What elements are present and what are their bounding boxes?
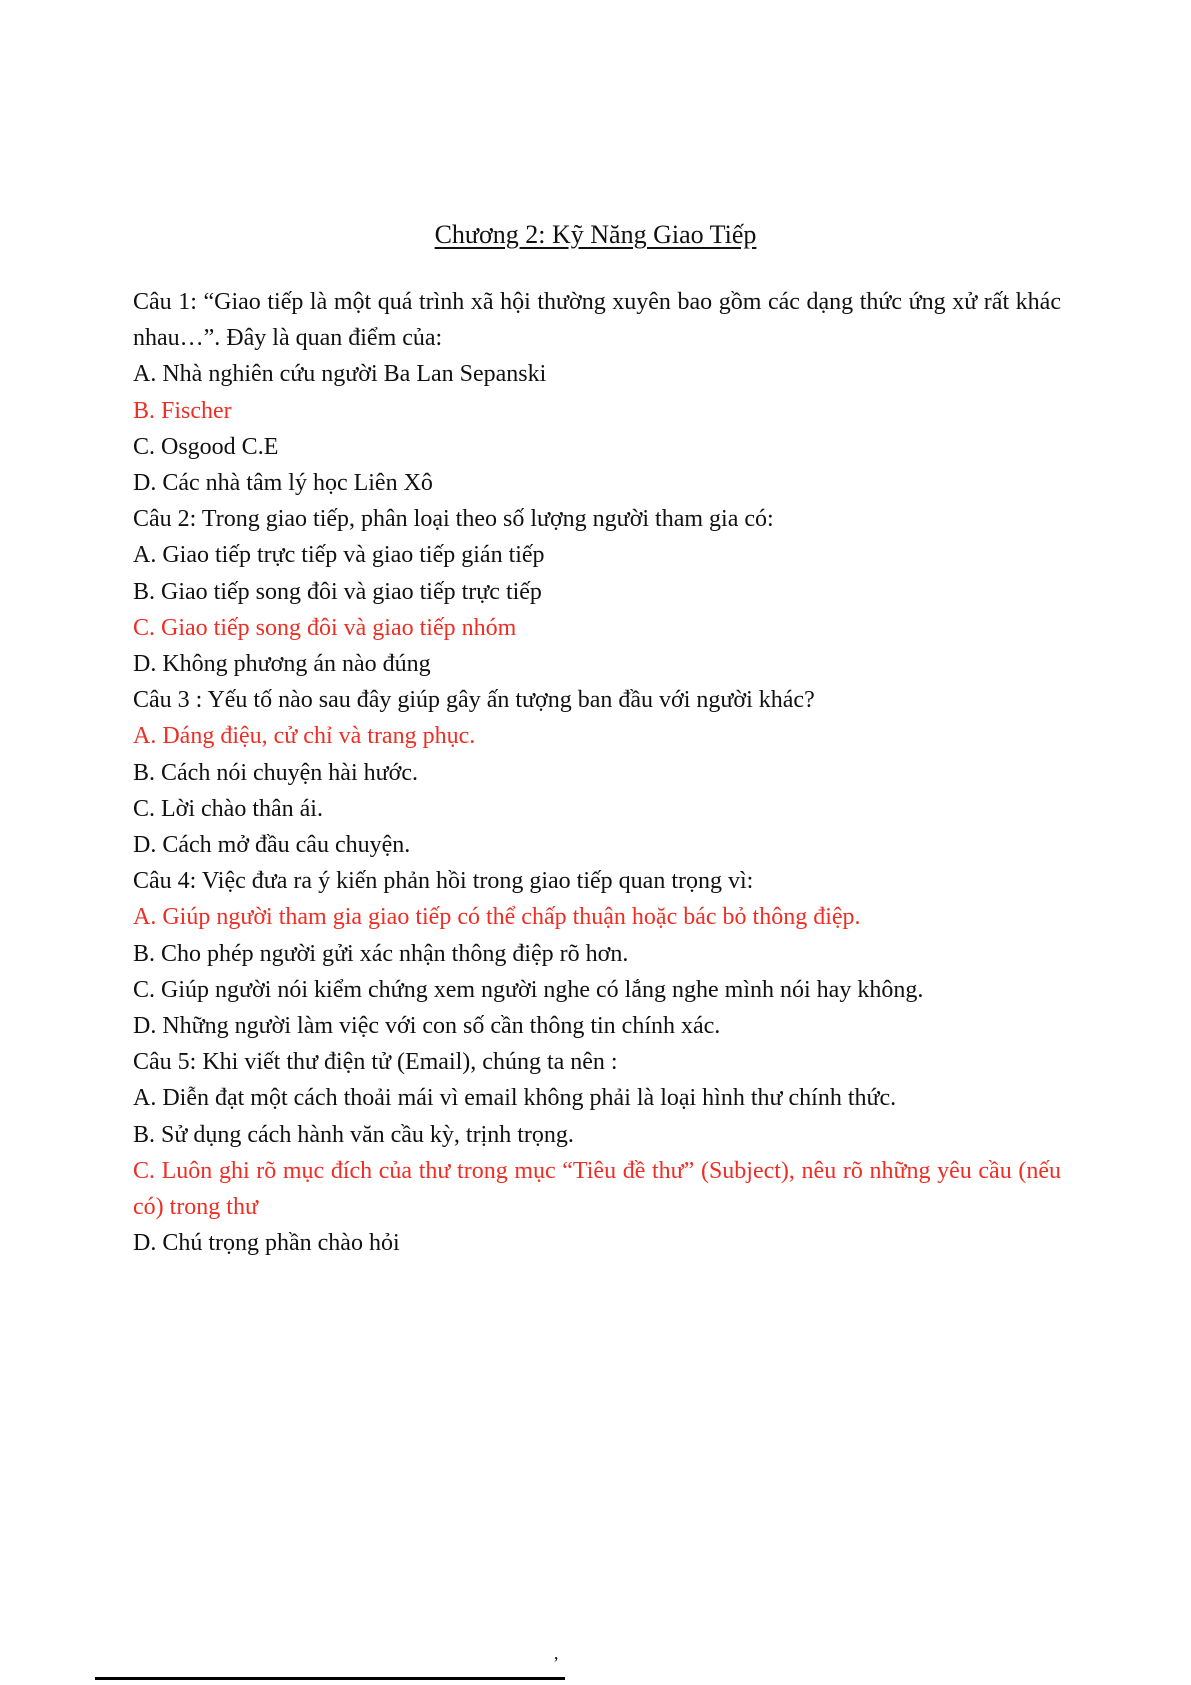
question-prompt: Câu 2: Trong giao tiếp, phân loại theo số lượng người tham gia có: <box>133 506 774 533</box>
answer-option: A. Giúp người tham gia giao tiếp có thể chấp thuận hoặc bác bỏ thông điệp. <box>133 904 861 931</box>
answer-option: C. Luôn ghi rõ mục đích của thư trong mục “Tiêu đề thư” (Subject), nêu rõ những yêu cầu (nếu có) trong thư <box>133 1157 1061 1221</box>
answer-option: B. Cách nói chuyện hài hước. <box>133 759 418 786</box>
answer-option: A. Nhà nghiên cứu người Ba Lan Sepanski <box>133 361 547 388</box>
question-prompt: Câu 1: “Giao tiếp là một quá trình xã hội thường xuyên bao gồm các dạng thức ứng xử rất khác nhau…”. Đây là quan điểm của: <box>133 289 1061 352</box>
answer-option: C. Giúp người nói kiểm chứng xem người nghe có lắng nghe mình nói hay không. <box>133 976 924 1003</box>
answer-option: C. Giao tiếp song đôi và giao tiếp nhóm <box>133 614 517 641</box>
answer-option: B. Sử dụng cách hành văn cầu kỳ, trịnh trọng. <box>133 1121 574 1148</box>
footnote-divider-line <box>95 1677 565 1680</box>
answer-option: C. Osgood C.E <box>133 433 279 460</box>
footnote-mark: ’ <box>553 1653 559 1673</box>
answer-option: A. Diễn đạt một cách thoải mái vì email không phải là loại hình thư chính thức. <box>133 1085 897 1112</box>
answer-option: C. Lời chào thân ái. <box>133 795 323 822</box>
answer-option: B. Giao tiếp song đôi và giao tiếp trực tiếp <box>133 578 542 605</box>
answer-option: D. Những người làm việc với con số cần thông tin chính xác. <box>133 1013 721 1040</box>
answer-option: A. Giao tiếp trực tiếp và giao tiếp gián tiếp <box>133 542 545 569</box>
question-prompt: Câu 5: Khi viết thư điện tử (Email), chúng ta nên : <box>133 1049 618 1076</box>
answer-option: D. Các nhà tâm lý học Liên Xô <box>133 470 433 497</box>
answer-option: B. Fischer <box>133 397 232 424</box>
answer-option: B. Cho phép người gửi xác nhận thông điệp rõ hơn. <box>133 940 629 967</box>
page-title: Chương 2: Kỹ Năng Giao Tiếp <box>434 220 757 249</box>
question-prompt: Câu 3 : Yếu tố nào sau đây giúp gây ấn tượng ban đầu với người khác? <box>133 687 815 714</box>
quiz-content <box>0 254 1191 1261</box>
question-prompt: Câu 4: Việc đưa ra ý kiến phản hồi trong giao tiếp quan trọng vì: <box>133 868 754 895</box>
answer-option: D. Cách mở đầu câu chuyện. <box>133 832 411 859</box>
answer-option: D. Chú trọng phần chào hỏi <box>133 1230 400 1257</box>
answer-option: A. Dáng điệu, cử chỉ và trang phục. <box>133 723 476 750</box>
answer-option: D. Không phương án nào đúng <box>133 651 431 678</box>
